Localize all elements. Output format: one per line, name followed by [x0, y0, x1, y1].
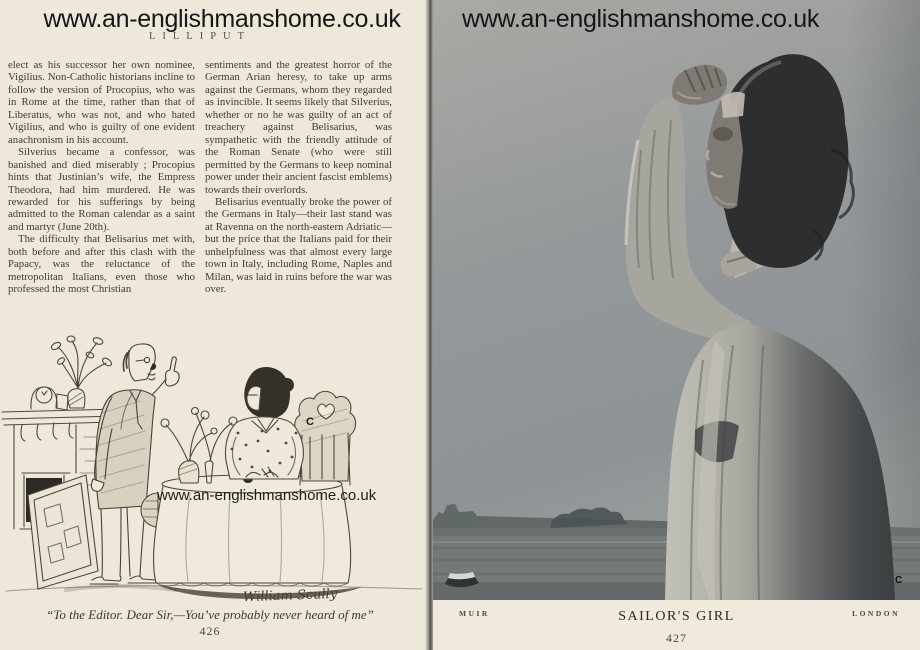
cartoonist-signature: William Scully — [242, 586, 338, 606]
page-number-right: 427 — [666, 631, 687, 645]
photo-caption-strip — [433, 600, 920, 650]
magazine-title: LILLIPUT — [148, 31, 252, 42]
photo-credit-london: LONDON — [852, 609, 900, 618]
watermark-left: www.an-englishmanshome.co.uk — [43, 5, 401, 33]
article-paragraph: sentiments and the greatest horror of the German Arian heresy, to take up arms against the Germans, whom they regarded as invincible. It seems likely that Silverius, whether or no he was guilty of an act of treachery against Belisarius, was sympathetic with the friendly attitude of the Roman Senate (who were still permitted by the Germans to keep nominal power under their ancient fascist emblems) towards their overlords. — [205, 59, 392, 196]
article-column-1 — [8, 59, 195, 296]
cartoon-illustration — [0, 333, 430, 605]
cartoon-chair-letter: C — [306, 416, 314, 428]
article-paragraph: Silverius became a confessor, was banished and died miserably ; Procopius hints that Justinian’s wife, the Empress Theodora, had him murdered. He was rewarded for his sufferings by being admitted to the Roman calendar as a saint and martyr (June 20th). — [8, 146, 195, 233]
article-paragraph: elect as his successor her own nominee, Vigilius. Non-Catholic historians incline to follow the version of Procopius, who was in Rome at the time, rather than that of Liberatus, who was not, and who hated Vigilius, and who is guilty of one evident anachronism in his account. — [8, 59, 195, 146]
page-number-left: 426 — [199, 624, 221, 638]
sailor-girl-photo — [433, 0, 920, 600]
watermark-right: www.an-englishmanshome.co.uk — [461, 5, 820, 33]
article-column-2 — [205, 59, 392, 296]
cartoon-caption: “To the Editor. Dear Sir,—You’ve probably never heard of me” — [46, 607, 374, 622]
article-paragraph: Belisarius eventually broke the power of the Germans in Italy—their last stand was at Ravenna on the north-eastern Adriatic—but the price that the Italians paid for their unhelpfulness was that almost every large town in Italy, including Rome, Naples and Milan, was laid in ruins before the war was over. — [205, 195, 392, 296]
article-paragraph: The difficulty that Belisarius met with, both before and after this clash with the Papacy, was the reluctance of the metropolitan Italians, even those who professed the most Christian — [8, 233, 195, 296]
left-page — [0, 0, 430, 650]
photo-credit-muir: MUIR — [459, 609, 490, 618]
watermark-cartoon: www.an-englishmanshome.co.uk — [157, 487, 377, 504]
photo-title: SAILOR'S GIRL — [618, 609, 735, 624]
right-page — [433, 0, 920, 650]
photo-copyright-mark: C — [895, 575, 903, 586]
